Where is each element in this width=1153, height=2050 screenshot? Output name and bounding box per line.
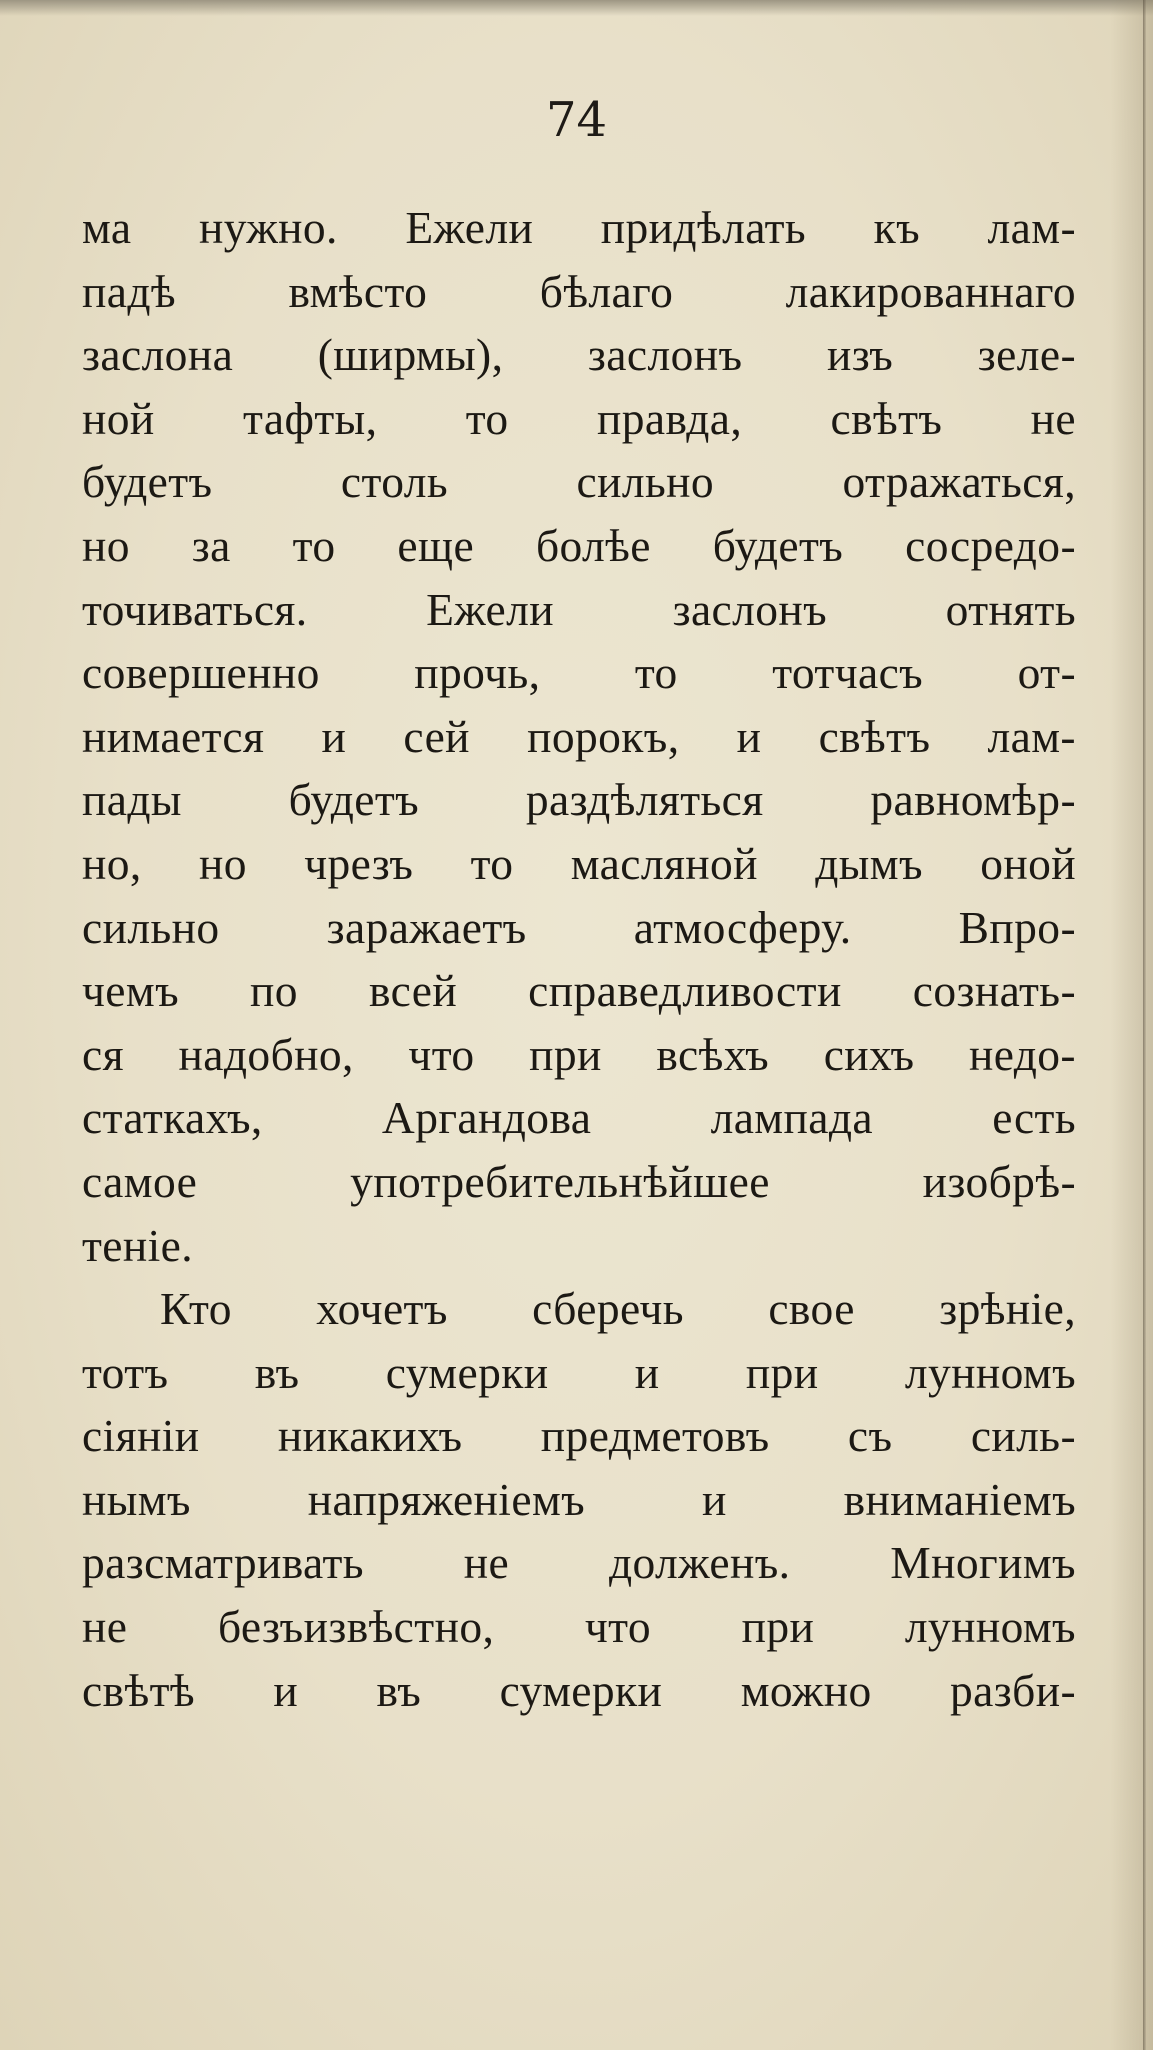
text-line: пады будетъ раздѣляться равномѣр- — [82, 774, 1076, 826]
text-line: нымъ напряженіемъ и вниманіемъ — [82, 1473, 1076, 1525]
paragraph-end-line: теніе. — [82, 1219, 194, 1271]
text-line: совершенно прочь, то тотчасъ от- — [82, 647, 1076, 699]
text-line: статкахъ, Аргандова лампада есть — [82, 1092, 1076, 1144]
text-line: падѣ вмѣсто бѣлаго лакированнаго — [82, 265, 1076, 317]
text-line: ма нужно. Ежели придѣлать къ лам- — [82, 202, 1076, 253]
text-line: сильно заражаетъ атмосферу. Впро- — [82, 901, 1076, 953]
body-text — [82, 196, 1076, 1722]
text-line: разсматривать не долженъ. Многимъ — [82, 1537, 1076, 1589]
text-line: но, но чрезъ то масляной дымъ оной — [82, 837, 1076, 889]
text-line: не безъизвѣстно, что при лунномъ — [82, 1601, 1076, 1653]
text-line: самое употребительнѣйшее изобрѣ- — [82, 1155, 1076, 1207]
text-line: нимается и сей порокъ, и свѣтъ лам- — [82, 710, 1076, 762]
page-gutter-line — [1143, 0, 1146, 2050]
page-spine-shade — [1110, 0, 1153, 2050]
text-line: тотъ въ сумерки и при лунномъ — [82, 1346, 1076, 1398]
text-line: заслона (ширмы), заслонъ изъ зеле- — [82, 329, 1076, 381]
paragraph-start-line: Кто хочетъ сберечь свое зрѣніе, — [160, 1283, 1076, 1335]
text-line: но за то еще болѣе будетъ сосредо- — [82, 519, 1076, 571]
text-line: ной тафты, то правда, свѣтъ не — [82, 392, 1076, 444]
text-line: сіяніи никакихъ предметовъ съ силь- — [82, 1410, 1076, 1462]
page-top-edge-shadow — [0, 0, 1153, 16]
text-line: точиваться. Ежели заслонъ отнять — [82, 583, 1076, 635]
text-line: чемъ по всей справедливости сознать- — [82, 965, 1076, 1017]
text-line: ся надобно, что при всѣхъ сихъ недо- — [82, 1028, 1076, 1080]
text-line: свѣтѣ и въ сумерки можно разби- — [82, 1664, 1076, 1716]
page-number: 74 — [545, 92, 608, 148]
text-line: будетъ столь сильно отражаться, — [82, 456, 1076, 508]
